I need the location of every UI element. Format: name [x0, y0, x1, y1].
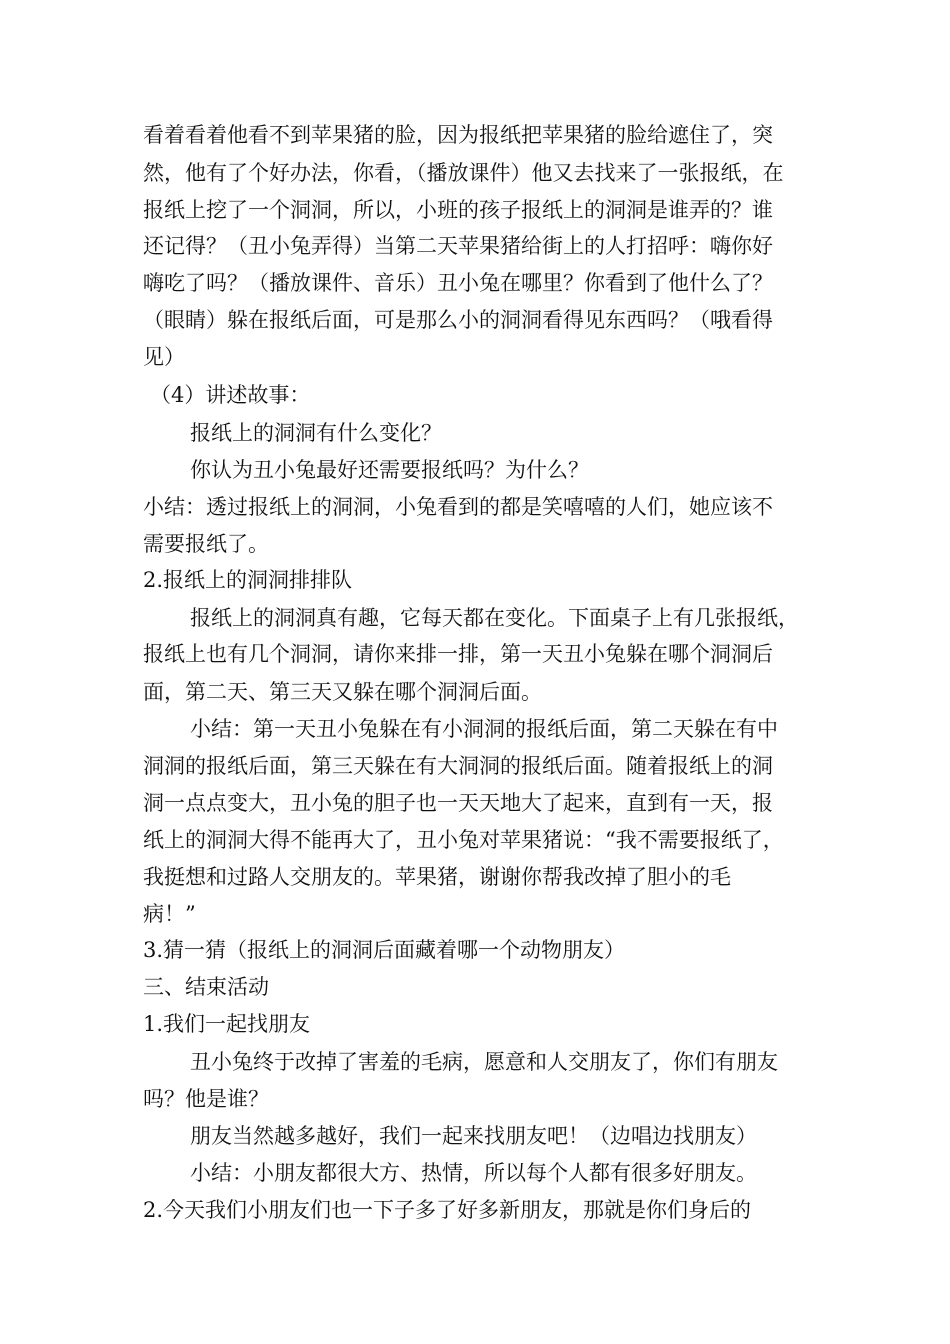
text-line: 然，他有了个好办法，你看，（播放课件）他又去找来了一张报纸，在 [143, 161, 784, 185]
text-line: 小结：透过报纸上的洞洞，小兔看到的都是笑嘻嘻的人们，她应该不 [143, 495, 773, 519]
text-line: 你认为丑小兔最好还需要报纸吗？为什么？ [190, 458, 589, 482]
text-line: 还记得？（丑小兔弄得）当第二天苹果猪给街上的人打招呼：嗨你好 [143, 234, 773, 258]
text-line: 我挺想和过路人交朋友的。苹果猪，谢谢你帮我改掉了胆小的毛 [143, 865, 731, 889]
section-heading: 3.猜一猜（报纸上的洞洞后面藏着哪一个动物朋友） [143, 938, 626, 962]
text-line: 纸上的洞洞大得不能再大了，丑小兔对苹果猪说：“我不需要报纸了， [143, 828, 784, 852]
text-line: 面，第二天、第三天又躲在哪个洞洞后面。 [143, 680, 542, 704]
section-heading: 2.报纸上的洞洞排排队 [143, 568, 353, 592]
text-line: 小结：第一天丑小兔躲在有小洞洞的报纸后面，第二天躲在有中 [190, 717, 778, 741]
text-line: 报纸上也有几个洞洞，请你来排一排，第一天丑小兔躲在哪个洞洞后 [143, 642, 773, 666]
text-line: 见） [143, 345, 185, 369]
section-heading: 三、结束活动 [143, 975, 269, 999]
text-line: 小结：小朋友都很大方、热情，所以每个人都有很多好朋友。 [190, 1161, 757, 1185]
text-line: 看着看着他看不到苹果猪的脸，因为报纸把苹果猪的脸给遮住了，突 [143, 123, 773, 147]
text-line: 洞一点点变大，丑小兔的胆子也一天天地大了起来，直到有一天，报 [143, 791, 773, 815]
text-line: 报纸上的洞洞有什么变化？ [190, 421, 442, 445]
text-line: 病！” [143, 902, 196, 926]
text-line: 报纸上挖了一个洞洞，所以，小班的孩子报纸上的洞洞是谁弄的？谁 [143, 198, 773, 222]
text-line: 吗？他是谁？ [143, 1087, 269, 1111]
text-line: 报纸上的洞洞真有趣，它每天都在变化。下面桌子上有几张报纸， [190, 606, 799, 630]
section-heading: （4）讲述故事： [150, 383, 311, 407]
text-line: 嗨吃了吗？（播放课件、音乐）丑小兔在哪里？你看到了他什么了？ [143, 271, 773, 295]
text-line: 朋友当然越多越好，我们一起来找朋友吧！（边唱边找朋友） [190, 1124, 757, 1148]
text-line: 洞洞的报纸后面，第三天躲在有大洞洞的报纸后面。随着报纸上的洞 [143, 754, 773, 778]
text-line: 2.今天我们小朋友们也一下子多了好多新朋友，那就是你们身后的 [143, 1198, 752, 1222]
text-line: 丑小兔终于改掉了害羞的毛病，愿意和人交朋友了，你们有朋友 [190, 1050, 778, 1074]
section-heading: 1.我们一起找朋友 [143, 1012, 311, 1036]
text-line: （眼睛）躲在报纸后面，可是那么小的洞洞看得见东西吗？（哦看得 [143, 308, 773, 332]
text-line: 需要报纸了。 [143, 532, 269, 556]
